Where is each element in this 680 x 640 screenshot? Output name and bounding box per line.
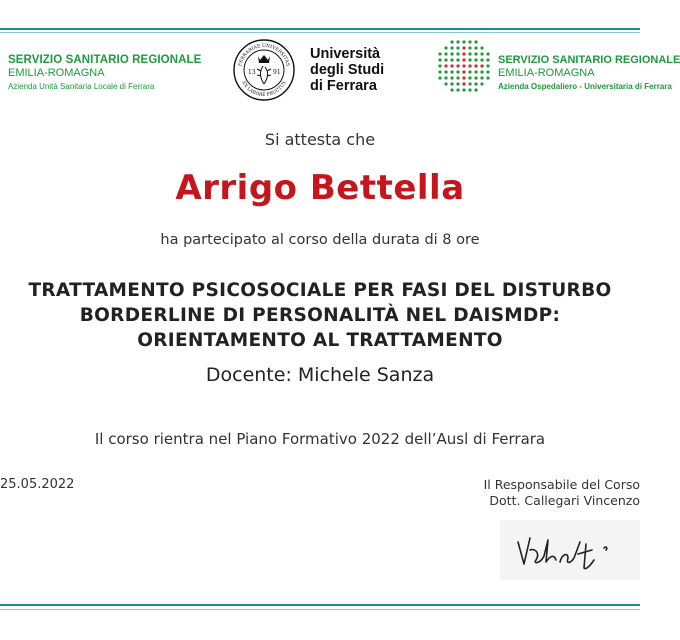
- course-manager-role: Il Responsabile del Corso: [483, 477, 640, 492]
- signature-image: [500, 520, 640, 580]
- course-title-line2: BORDERLINE DI PERSONALITÀ NEL DAISMDP:: [79, 305, 561, 326]
- bottom-border-thin-rule: [0, 609, 640, 610]
- attesta-text: Si attesta che: [264, 130, 376, 149]
- top-border-rule: [0, 28, 640, 30]
- ssr-right-line1: SERVIZIO SANITARIO REGIONALE: [498, 54, 680, 66]
- svg-text:91: 91: [273, 69, 281, 76]
- course-manager: [484, 477, 640, 509]
- top-border-thin-rule: [0, 32, 640, 33]
- university-name: [310, 46, 384, 94]
- ssr-right-line2: EMILIA-ROMAGNA: [498, 67, 595, 79]
- svg-text:FERRARIAE UNIVERSITAS: FERRARIAE UNIVERSITAS: [238, 43, 290, 67]
- participant-name: Arrigo Bettella: [175, 168, 465, 208]
- svg-text:EX LABORE FRUCTUS: EX LABORE FRUCTUS: [240, 80, 288, 99]
- ssr-left-line3: Azienda Unità Sanitaria Locale di Ferrara: [8, 82, 155, 91]
- logo-header: [0, 36, 680, 106]
- ssr-ausl-logo: [8, 54, 208, 91]
- ssr-aou-logo: [436, 38, 680, 102]
- university-name-line3: di Ferrara: [310, 78, 377, 94]
- ssr-left-line1: SERVIZIO SANITARIO REGIONALE: [8, 54, 202, 66]
- bottom-border-rule: [0, 604, 640, 606]
- university-name-line1: Università: [310, 46, 381, 62]
- handwritten-signature-icon: [500, 520, 640, 580]
- training-plan-text: Il corso rientra nel Piano Formativo 2022 dell’Ausl di Ferrara: [94, 430, 546, 448]
- participation-text: ha partecipato al corso della durata di 8 ore: [160, 232, 480, 248]
- course-title: [0, 278, 640, 353]
- certificate-date: 25.05.2022: [0, 477, 75, 492]
- ssr-right-line3: Azienda Ospedaliero - Universitaria di Ferrara: [498, 82, 672, 91]
- university-logo: [232, 38, 402, 104]
- course-manager-name: Dott. Callegari Vincenzo: [489, 493, 640, 508]
- svg-text:13: 13: [248, 69, 256, 76]
- dot-grid-icon: [436, 38, 492, 94]
- instructor-text: Docente: Michele Sanza: [205, 364, 435, 386]
- course-title-line1: TRATTAMENTO PSICOSOCIALE PER FASI DEL DISTURBO: [28, 280, 612, 301]
- university-name-line2: degli Studi: [310, 62, 385, 78]
- course-title-line3: ORIENTAMENTO AL TRATTAMENTO: [137, 330, 503, 351]
- ssr-left-line2: EMILIA-ROMAGNA: [8, 67, 105, 79]
- university-seal-icon: [232, 38, 296, 102]
